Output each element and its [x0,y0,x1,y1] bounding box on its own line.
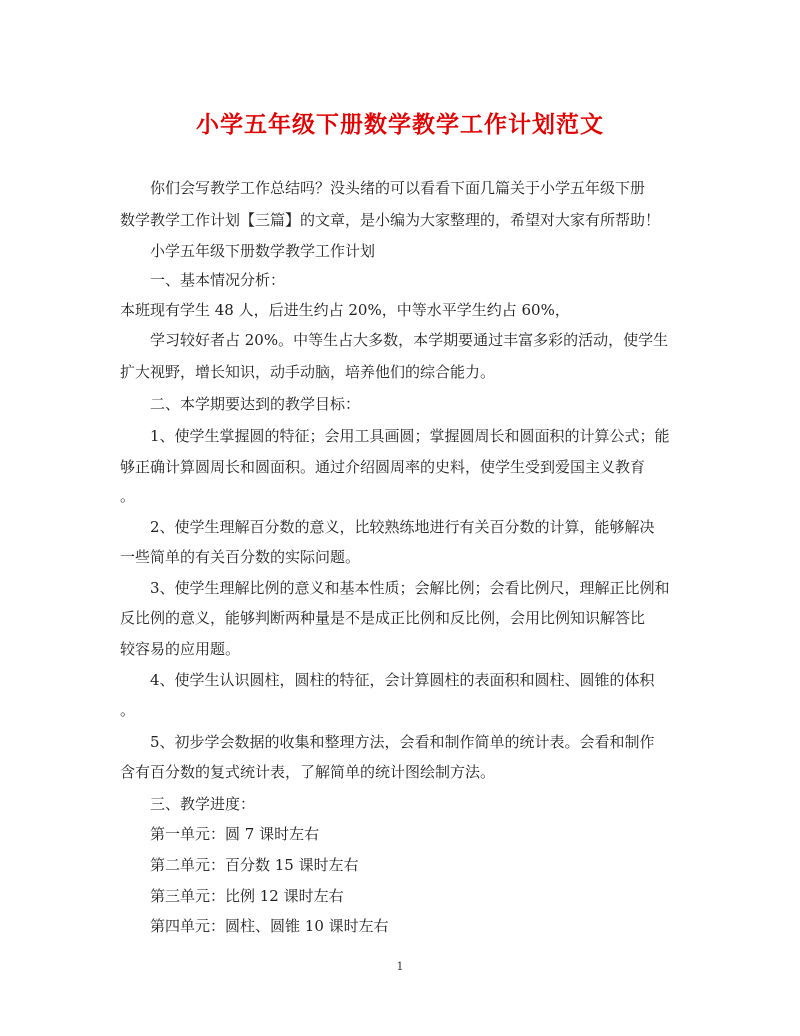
section-heading: 二、本学期要达到的教学目标： [150,395,361,413]
paragraph-line: 。 [120,487,136,505]
paragraph-line: 。 [120,701,136,719]
paragraph-line: 数学教学工作计划【三篇】的文章，是小编为大家整理的，希望对大家有所帮助！ [120,211,661,229]
paragraph-line: 小学五年级下册数学教学工作计划 [150,242,376,260]
schedule-item: 第二单元：百分数 15 课时左右 [150,856,359,874]
paragraph-line: 扩大视野，增长知识，动手动脑，培养他们的综合能力。 [120,363,496,381]
paragraph-line: 一些简单的有关百分数的实际问题。 [120,548,361,566]
paragraph-line: 3、使学生理解比例的意义和基本性质；会解比例；会看比例尺，理解正比例和 [150,579,670,597]
schedule-item: 第一单元：圆 7 课时左右 [150,825,320,843]
paragraph-line: 4、使学生认识圆柱，圆柱的特征，会计算圆柱的表面积和圆柱、圆锥的体积 [150,671,655,689]
paragraph-line: 够正确计算圆周长和圆面积。通过介绍圆周率的史料，使学生受到爱国主义教育 [120,458,646,476]
document-title: 小学五年级下册数学教学工作计划范文 [196,111,604,138]
paragraph-line: 1、使学生掌握圆的特征；会用工具画圆；掌握圆周长和圆面积的计算公式；能 [150,427,670,445]
section-heading: 一、基本情况分析： [150,271,286,289]
paragraph-line: 2、使学生理解百分数的意义，比较熟练地进行有关百分数的计算，能够解决 [150,518,655,536]
paragraph-line: 反比例的意义，能够判断两种量是不是成正比例和反比例，会用比例知识解答比 [120,609,646,627]
section-heading: 三、教学进度： [150,795,256,813]
schedule-item: 第三单元：比例 12 课时左右 [150,887,344,905]
paragraph-line: 含有百分数的复式统计表，了解简单的统计图绘制方法。 [120,763,496,781]
paragraph-line: 较容易的应用题。 [120,640,241,658]
page-number: 1 [396,960,404,973]
paragraph-line: 本班现有学生 48 人，后进生约占 20%，中等水平学生约占 60%， [120,301,570,319]
paragraph-line: 5、初步学会数据的收集和整理方法，会看和制作简单的统计表。会看和制作 [150,733,655,751]
paragraph-line: 你们会写教学工作总结吗？没头绪的可以看看下面几篇关于小学五年级下册 [150,179,646,197]
schedule-item: 第四单元：圆柱、圆锥 10 课时左右 [150,917,389,935]
paragraph-line: 学习较好者占 20%。中等生占大多数，本学期要通过丰富多彩的活动，使学生 [150,331,669,349]
